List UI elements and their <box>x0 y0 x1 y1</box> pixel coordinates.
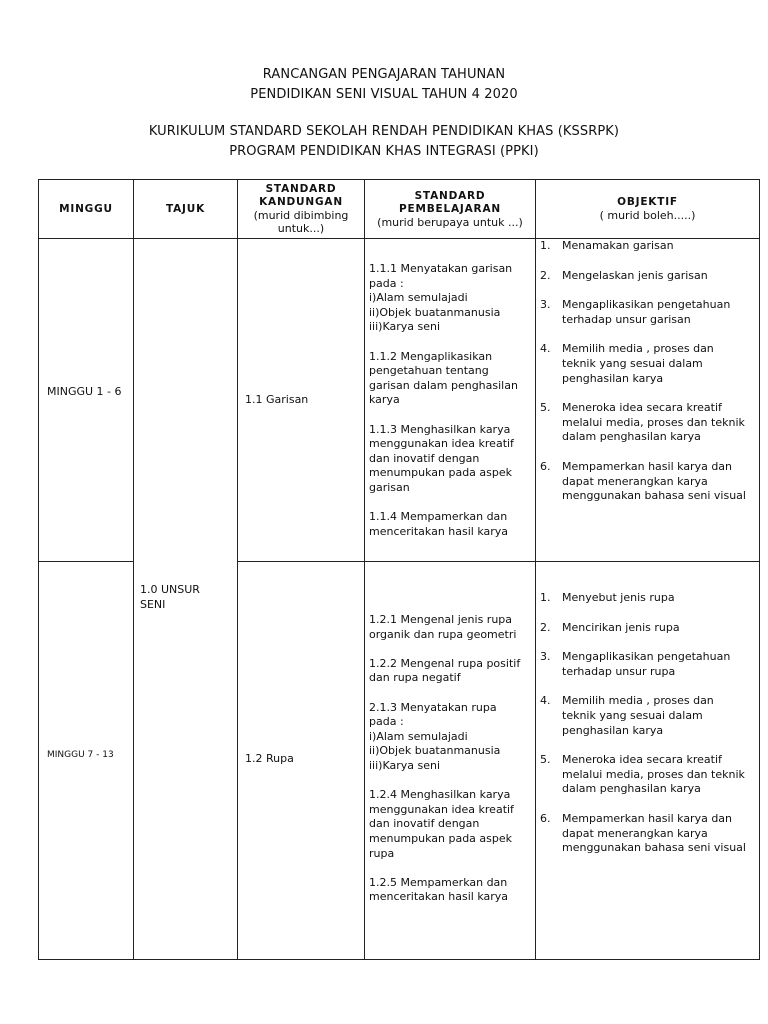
curriculum-title: KURIKULUM STANDARD SEKOLAH RENDAH PENDIDIKAN KHAS (KSSRPK) <box>148 124 620 139</box>
document-title: RANCANGAN PENGAJARAN TAHUNAN <box>262 67 506 82</box>
minggu-cell <box>39 562 134 960</box>
pembelajaran-item: 1.1.4 Mempamerkan dan menceritakan hasil karya <box>369 510 509 538</box>
header-sk-line1: STANDARD <box>265 183 337 195</box>
header-standard-kandungan <box>238 180 365 239</box>
header-minggu: MINGGU <box>39 180 134 239</box>
header-obj-note: ( murid boleh.....) <box>599 209 696 222</box>
pembelajaran-cell <box>365 562 536 960</box>
document-subtitle: PENDIDIKAN SENI VISUAL TAHUN 4 2020 <box>250 87 518 102</box>
table-header-row <box>39 180 760 239</box>
kandungan-cell <box>238 562 365 960</box>
kandungan-label: 1.1 Garisan <box>245 393 309 406</box>
objektif-item: 1. Menamakan garisan <box>540 239 674 252</box>
pembelajaran-item: 1.1.2 Mengaplikasikan pengetahuan tentang garisan dalam penghasilan karya <box>369 349 518 407</box>
header-standard-pembelajaran <box>365 180 536 239</box>
pembelajaran-item: 1.2.1 Mengenal jenis rupa organik dan rupa geometri <box>369 613 517 641</box>
objektif-item: 4. Memilih media , proses dan teknik yang sesuai dalam penghasilan karya <box>540 342 714 385</box>
pembelajaran-item: 1.2.5 Mempamerkan dan menceritakan hasil karya <box>369 875 509 904</box>
minggu-label: MINGGU 1 - 6 <box>47 385 122 398</box>
header-objektif <box>536 180 760 239</box>
pembelajaran-item: 1.1.3 Menghasilkan karya menggunakan idea kreatif dan inovatif dengan menumpukan pada aspek garisan <box>369 422 514 494</box>
pembelajaran-item: 2.1.3 Menyatakan rupa pada : i)Alam semulajadi ii)Objek buatanmanusia iii)Karya seni <box>369 700 501 772</box>
pembelajaran-item: 1.1.1 Menyatakan garisan pada : i)Alam semulajadi ii)Objek buatanmanusia iii)Karya seni <box>369 262 513 334</box>
header-obj-title: OBJEKTIF <box>617 196 678 208</box>
header-sk-line2: KANDUNGAN <box>259 196 343 208</box>
objektif-item: 2. Mengelaskan jenis garisan <box>540 268 708 282</box>
objektif-item: 2. Mencirikan jenis rupa <box>540 620 680 634</box>
pembelajaran-list <box>369 262 527 539</box>
pembelajaran-cell <box>365 239 536 562</box>
objektif-cell <box>536 239 760 562</box>
objektif-item: 4. Memilih media , proses dan teknik yang sesuai dalam penghasilan karya <box>540 694 714 737</box>
tajuk-cell <box>134 239 238 960</box>
header-tajuk: TAJUK <box>134 180 238 239</box>
kandungan-cell <box>238 239 365 562</box>
minggu-cell <box>39 239 134 562</box>
yearly-plan-table <box>38 179 760 960</box>
objektif-item: 3. Mengaplikasikan pengetahuan terhadap unsur rupa <box>540 650 731 678</box>
header-sp-line2: PEMBELAJARAN <box>399 202 501 215</box>
objektif-list <box>536 239 751 504</box>
header-sp-note: (murid berupaya untuk ...) <box>377 215 523 229</box>
header-sk-note: (murid dibimbing untuk...) <box>253 209 349 235</box>
header-sp-line1: STANDARD <box>414 189 486 202</box>
objektif-item: 6. Mempamerkan hasil karya dan dapat menerangkan karya menggunakan bahasa seni visual <box>540 811 746 855</box>
pembelajaran-item: 1.2.4 Menghasilkan karya menggunakan idea kreatif dan inovatif dengan menumpukan pada aspek rupa <box>369 788 514 860</box>
pembelajaran-item: 1.2.2 Mengenal rupa positif dan rupa negatif <box>369 656 521 685</box>
objektif-item: 6. Mempamerkan hasil karya dan dapat menerangkan karya menggunakan bahasa seni visual <box>540 459 746 503</box>
pembelajaran-list <box>369 613 527 905</box>
objektif-item: 3. Mengaplikasikan pengetahuan terhadap unsur garisan <box>540 298 731 326</box>
objektif-item: 5. Meneroka idea secara kreatif melalui media, proses dan teknik dalam penghasilan karya <box>540 401 745 444</box>
program-title: PROGRAM PENDIDIKAN KHAS INTEGRASI (PPKI) <box>229 144 539 159</box>
minggu-label: MINGGU 7 - 13 <box>47 750 114 760</box>
objektif-cell <box>536 562 760 960</box>
objektif-list <box>536 591 751 856</box>
objektif-item: 5. Meneroka idea secara kreatif melalui media, proses dan teknik dalam penghasilan karya <box>540 753 745 796</box>
kandungan-label: 1.2 Rupa <box>245 752 294 765</box>
objektif-item: 1. Menyebut jenis rupa <box>540 591 675 604</box>
table-row <box>39 239 760 562</box>
tajuk-label: 1.0 UNSUR SENI <box>140 583 200 611</box>
